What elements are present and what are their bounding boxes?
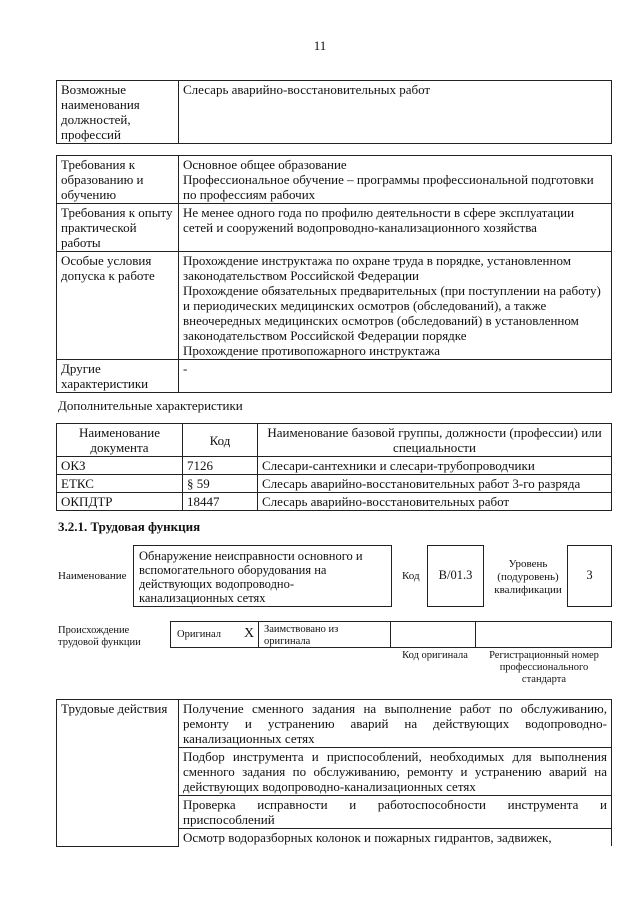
table-cell: Слесарь аварийно-восстановительных работ 3-го разряда (258, 475, 612, 493)
reg-number-box (475, 621, 612, 648)
experience-value (179, 204, 612, 252)
page-number: 11 (313, 38, 327, 53)
table-cell: ОКПДТР (57, 493, 183, 511)
positions-table (56, 80, 612, 144)
origin-label: Происхождение трудовой функции (58, 625, 141, 648)
code-original-box (390, 621, 476, 648)
additional-title: Дополнительные характеристики (58, 398, 243, 413)
education-label: Требования к образованию и обучению (57, 156, 179, 204)
action-item: Осмотр водоразборных колонок и пожарных гидрантов, задвижек, (179, 829, 612, 847)
education-value (179, 156, 612, 204)
admission-value (179, 252, 612, 360)
additional-table (56, 423, 612, 511)
original-mark: X (244, 626, 255, 641)
other-value: - (179, 360, 612, 393)
reg-number-label: Регистрационный номер профессионального стандарта (489, 650, 599, 685)
admission-line: Прохождение обязательных предварительных (при поступлении на работу) и периодических медицинских осмотров (обследований), а также внеочередных медицинских осмотров (обследований) в установленном законодательством Российской Федерации порядке (183, 283, 601, 343)
action-item: Подбор инструмента и приспособлений, необходимых для выполнения сменного задания по обслуживанию, ремонту и устранению аварий на действующих водопроводно-канализационных сетях (179, 748, 612, 796)
actions-label: Трудовые действия (57, 700, 179, 847)
original-label: Оригинал (177, 629, 221, 640)
header-document: Наименование документа (57, 424, 183, 457)
action-item: Проверка исправности и работоспособности инструмента и приспособлений (179, 796, 612, 829)
admission-label: Особые условия допуска к работе (57, 252, 179, 360)
other-label: Другие характеристики (57, 360, 179, 393)
action-item: Получение сменного задания на выполнение работ по обслуживанию, ремонту и устранению аварий на действующих водопроводно-канализационных сетях (179, 700, 612, 748)
level-label: Уровень (подуровень) квалификации (494, 558, 562, 596)
education-line: Основное общее образование (183, 157, 347, 172)
name-label: Наименование (58, 570, 127, 582)
function-name-box: Обнаружение неисправности основного и вспомогательного оборудования на действующих водопроводно-канализационных сетях (133, 545, 392, 607)
table-cell: ОКЗ (57, 457, 183, 475)
function-heading: 3.2.1. Трудовая функция (58, 519, 201, 534)
education-line: Профессиональное обучение – программы профессиональной подготовки по профессиям рабочих (183, 172, 594, 202)
requirements-table (56, 155, 612, 393)
experience-line: Не менее одного года по профилю деятельности в сфере эксплуатации сетей и сооружений водопроводно-канализационного хозяйства (183, 205, 575, 235)
borrowed-box (258, 621, 391, 648)
admission-line: Прохождение инструктажа по охране труда в порядке, установленном законодательством Российской Федерации (183, 253, 571, 283)
positions-value: Слесарь аварийно-восстановительных работ (179, 81, 612, 144)
actions-table (56, 699, 612, 847)
header-code: Код (183, 424, 258, 457)
table-cell: 18447 (183, 493, 258, 511)
function-level-box: 3 (567, 545, 612, 607)
admission-line: Прохождение противопожарного инструктажа (183, 343, 440, 358)
header-group: Наименование базовой группы, должности (профессии) или специальности (258, 424, 612, 457)
borrowed-label: Заимствовано из оригинала (264, 624, 339, 647)
table-cell: 7126 (183, 457, 258, 475)
table-cell: § 59 (183, 475, 258, 493)
table-cell: Слесарь аварийно-восстановительных работ (258, 493, 612, 511)
code-original-label: Код оригинала (402, 650, 468, 661)
positions-label: Возможные наименования должностей, профессий (57, 81, 179, 144)
code-label: Код (402, 570, 420, 582)
table-cell: Слесари-сантехники и слесари-трубопроводчики (258, 457, 612, 475)
table-cell: ЕТКС (57, 475, 183, 493)
experience-label: Требования к опыту практической работы (57, 204, 179, 252)
original-box (170, 621, 259, 648)
function-code-box: В/01.3 (427, 545, 484, 607)
